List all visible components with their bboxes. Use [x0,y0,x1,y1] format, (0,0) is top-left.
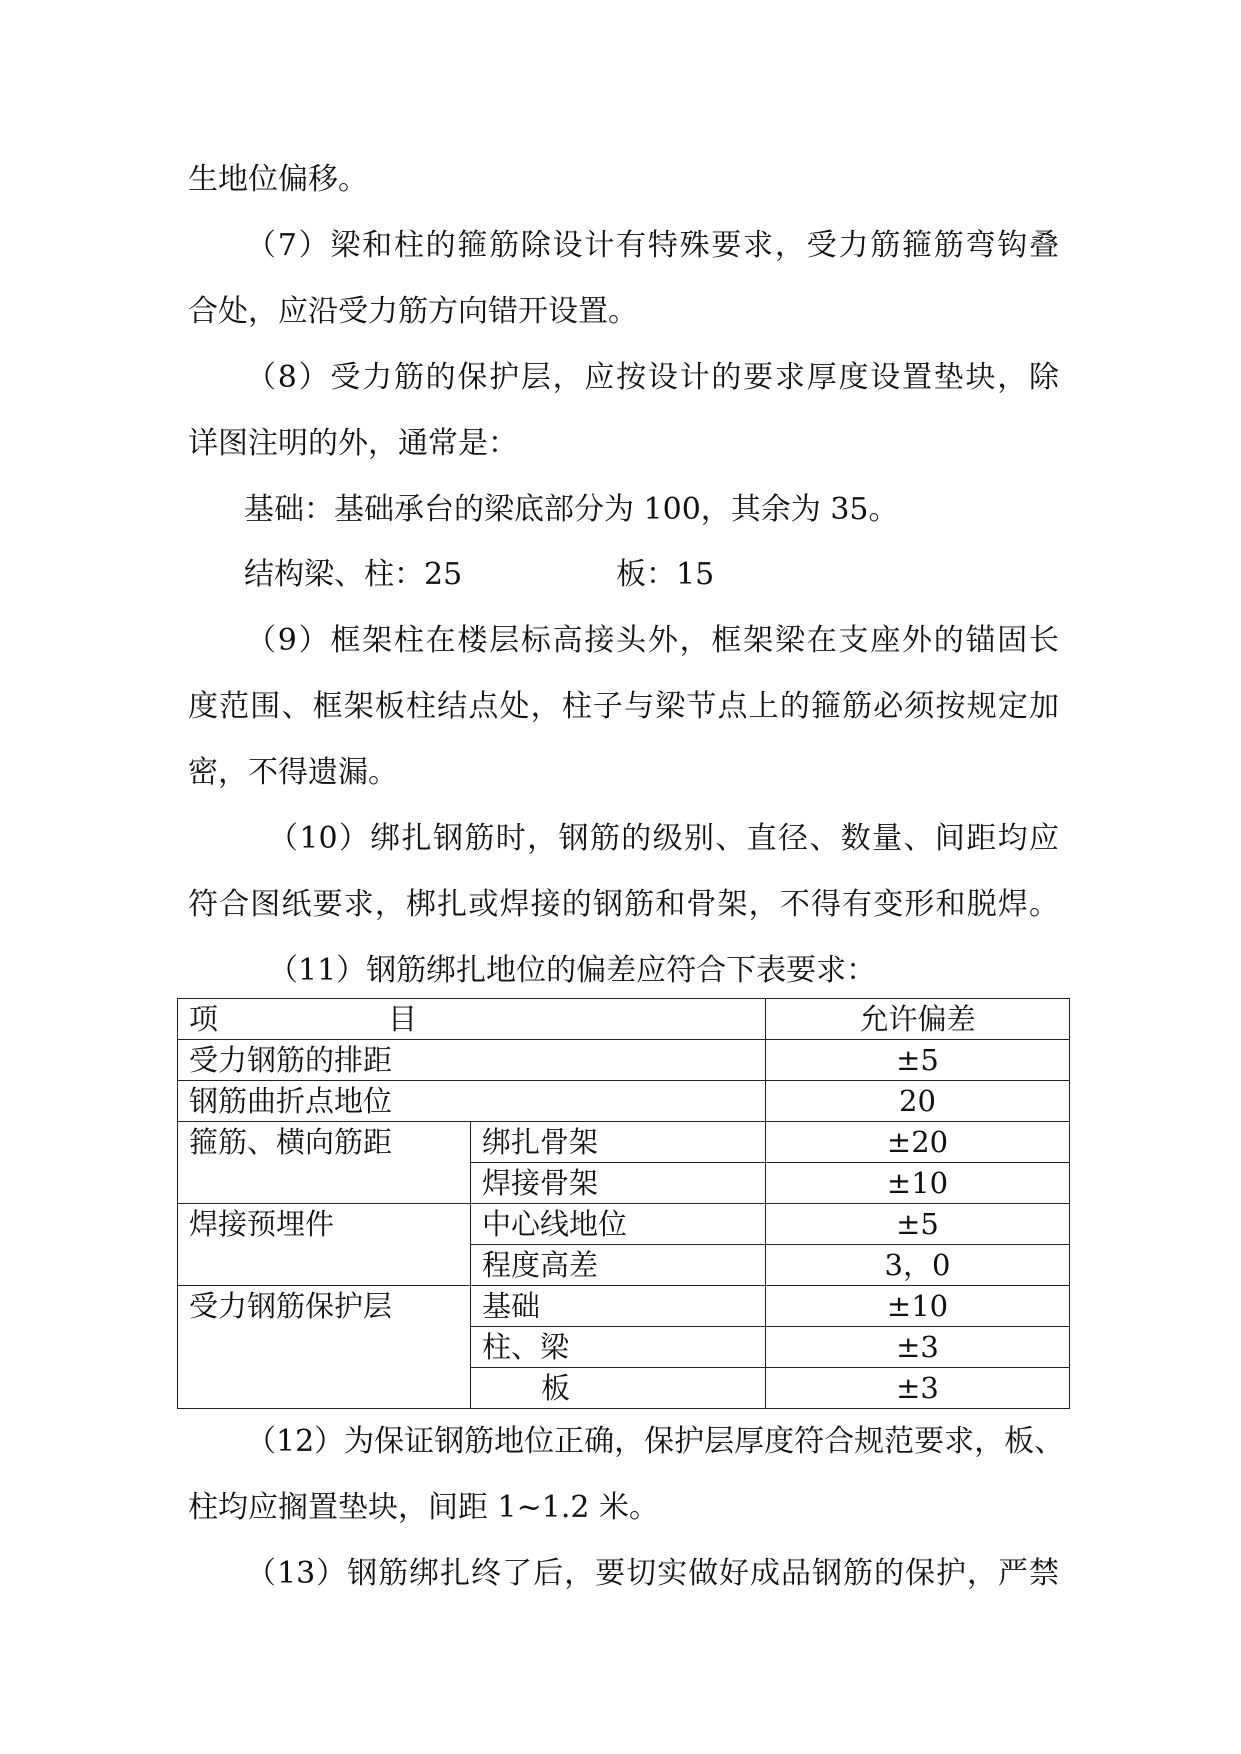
header-value-cell: 允许偏差 [766,999,1070,1040]
table-row [178,1122,1070,1163]
row-value: ±3 [766,1327,1070,1368]
row-value: 3，0 [766,1245,1070,1286]
paragraph-10-line-2: 符合图纸要求，梆扎或焊接的钢筋和骨架，不得有变形和脱焊。 [188,887,1059,922]
paragraph-8-foundation: 基础：基础承台的梁底部分为 100，其余为 35。 [244,492,899,527]
table-row [178,1081,1070,1122]
table-row [178,1204,1070,1245]
paragraph-9-line-1: （9）框架柱在楼层标高接头外，框架梁在支座外的锚固长 [246,623,1059,658]
row-value: ±3 [766,1368,1070,1409]
header-item-label-a: 项 [189,1002,219,1036]
row-value: ±5 [766,1040,1070,1081]
row-item: 箍筋、横向筋距 [178,1122,471,1204]
row-item: 钢筋曲折点地位 [178,1081,766,1122]
row-item: 焊接预埋件 [178,1204,471,1286]
row-item: 受力钢筋的排距 [178,1040,766,1081]
paragraph-9-line-3: 密，不得遗漏。 [188,755,398,790]
paragraph-9-line-2: 度范围、框架板柱结点处，柱子与梁节点上的箍筋必须按规定加 [188,689,1059,724]
table-row [178,1286,1070,1327]
paragraph-8-line-2: 详图注明的外，通常是： [188,426,518,461]
paragraph-8-beam-column: 结构梁、柱：25 [244,557,463,592]
row-value: ±10 [766,1163,1070,1204]
paragraph-11: （11）钢筋绑扎地位的偏差应符合下表要求： [268,953,877,988]
row-value: 20 [766,1081,1070,1122]
row-sub-item: 中心线地位 [471,1204,766,1245]
deviation-table [177,998,1070,1409]
paragraph-7-line-1: （7）梁和柱的箍筋除设计有特殊要求，受力筋箍筋弯钩叠 [246,228,1059,263]
paragraph-8-line-1: （8）受力筋的保护层，应按设计的要求厚度设置垫块，除 [246,360,1059,395]
paragraph-12-line-1: （12）为保证钢筋地位正确，保护层厚度符合规范要求，板、 [246,1424,1065,1459]
paragraph-6-end: 生地位偏移。 [188,162,368,197]
row-sub-item: 基础 [471,1286,766,1327]
row-sub-item: 板 [471,1368,766,1409]
row-sub-item: 绑扎骨架 [471,1122,766,1163]
row-item: 受力钢筋保护层 [178,1286,471,1409]
paragraph-8-slab: 板：15 [616,557,715,592]
paragraph-7-line-2: 合处，应沿受力筋方向错开设置。 [188,294,638,329]
paragraph-10-line-1: （10）绑扎钢筋时，钢筋的级别、直径、数量、间距均应 [268,821,1059,856]
paragraph-12-line-2: 柱均应搁置垫块，间距 1~1.2 米。 [188,1490,660,1525]
table-row [178,1040,1070,1081]
table-header-row [178,999,1070,1040]
row-value: ±5 [766,1204,1070,1245]
paragraph-13-line-1: （13）钢筋绑扎终了后，要切实做好成品钢筋的保护，严禁 [246,1556,1059,1591]
row-sub-item: 焊接骨架 [471,1163,766,1204]
row-value: ±20 [766,1122,1070,1163]
row-value: ±10 [766,1286,1070,1327]
header-item-cell [178,999,766,1040]
row-sub-item: 程度高差 [471,1245,766,1286]
row-sub-item: 柱、梁 [471,1327,766,1368]
header-item-label-b: 目 [388,1002,418,1036]
